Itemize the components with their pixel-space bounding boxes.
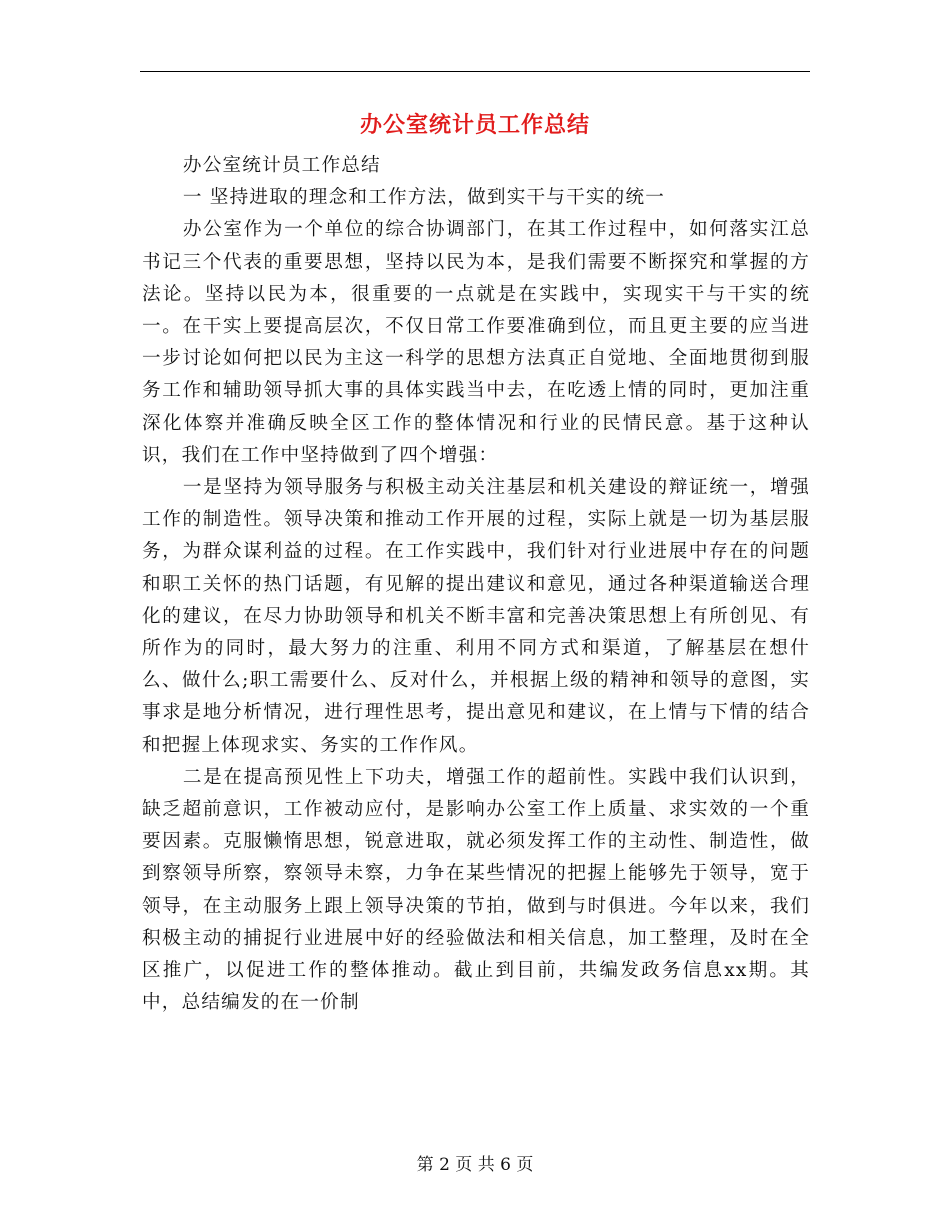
document-title: 办公室统计员工作总结 xyxy=(359,112,590,138)
page-number: 第 2 页 共 6 页 xyxy=(416,1155,534,1175)
paragraph-subtitle: 办公室统计员工作总结 xyxy=(182,155,381,176)
document-body xyxy=(142,150,810,1019)
paragraph-point-two: 二是在提高预见性上下功夫，增强工作的超前性。实践中我们认识到，缺乏超前意识，工作被动应付，是影响办公室工作上质量、求实效的一个重要因素。克服懒惰思想，锐意进取，就必须发挥工作的主动性、制造性，做到察领导所察，察领导未察，力争在某些情况的把握上能够先于领导，宽于领导，在主动服务上跟上领导决策的节拍，做到与时俱进。今年以来，我们积极主动的捕捉行业进展中好的经验做法和相关信息，加工整理，及时在全区推广，以促进工作的整体推动。截止到目前，共编发政务信息xx期。其中，总结编发的在一价制 xyxy=(142,766,810,1014)
paragraph-point-one: 一是坚持为领导服务与积极主动关注基层和机关建设的辩证统一，增强工作的制造性。领导决策和推动工作开展的过程，实际上就是一切为基层服务，为群众谋利益的过程。在工作实践中，我们针对行业进展中存在的问题和职工关怀的热门话题，有见解的提出建议和意见，通过各种渠道输送合理化的建议，在尽力协助领导和机关不断丰富和完善决策思想上有所创见、有所作为的同时，最大努力的注重、利用不同方式和渠道，了解基层在想什么、做什么;职工需要什么、反对什么，并根据上级的精神和领导的意图，实事求是地分析情况，进行理性思考，提出意见和建议，在上情与下情的结合和把握上体现求实、务实的工作作风。 xyxy=(142,477,810,756)
paragraph-section-heading: 一 坚持进取的理念和工作方法，做到实干与干实的统一 xyxy=(182,187,666,209)
header-rule xyxy=(140,71,810,72)
paragraph-intro: 办公室作为一个单位的综合协调部门，在其工作过程中，如何落实江总书记三个代表的重要思想，坚持以民为本，是我们需要不断探究和掌握的方法论。坚持以民为本，很重要的一点就是在实践中，实现实干与干实的统一。在干实上要提高层次，不仅日常工作要准确到位，而且更主要的应当进一步讨论如何把以民为主这一科学的思想方法真正自觉地、全面地贯彻到服务工作和辅助领导抓大事的具体实践当中去，在吃透上情的同时，更加注重深化体察并准确反映全区工作的整体情况和行业的民情民意。基于这种认识，我们在工作中坚持做到了四个增强： xyxy=(142,219,810,466)
